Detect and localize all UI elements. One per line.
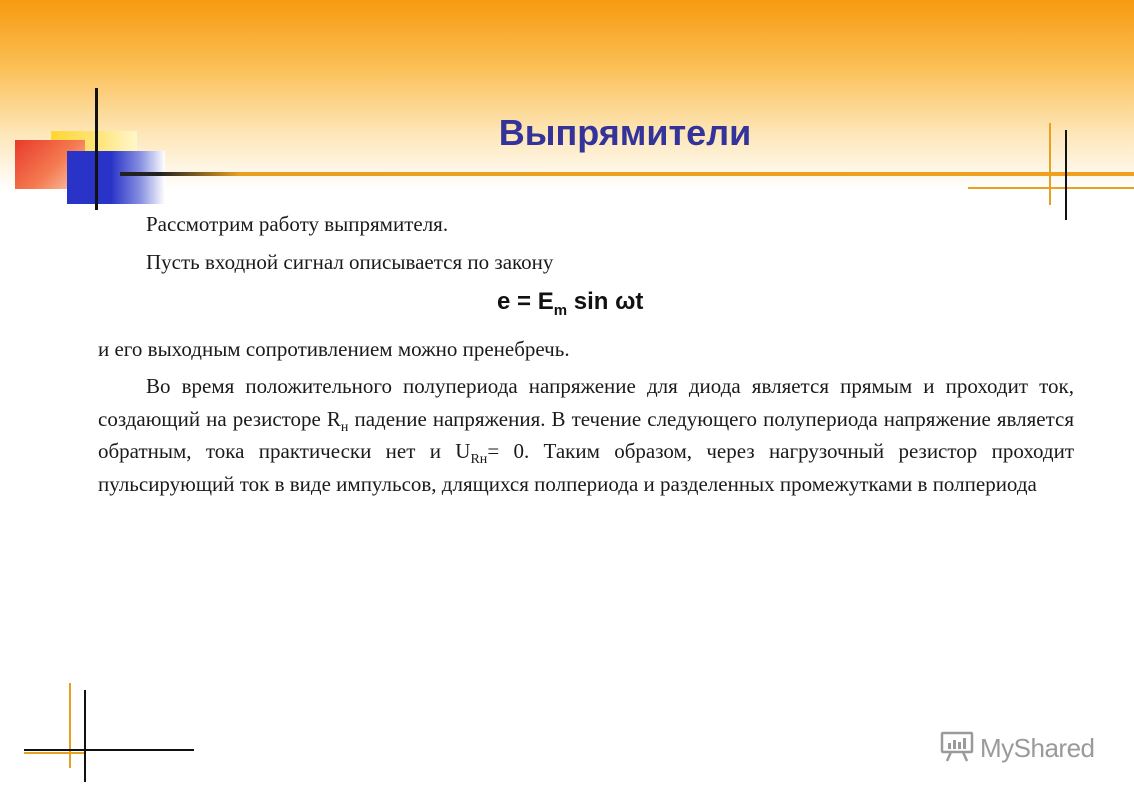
decor-vertical-line-bottom-dark: [84, 690, 86, 782]
resistor-subscript: н: [340, 419, 349, 435]
decor-vertical-line-bottom-orange: [69, 683, 71, 768]
presentation-board-icon: [940, 730, 974, 767]
decor-horizontal-line-bottom-orange: [24, 752, 84, 754]
formula-subscript: m: [553, 301, 568, 319]
resistance-note-line: и его выходным сопротивлением можно пренебречь.: [98, 337, 570, 361]
decor-blue-square: [67, 151, 165, 204]
watermark-text: MyShared: [980, 733, 1095, 763]
paragraph-part-1: Во время положительного полупериода напряжение для диода является прямым и проходит ток, создающий на резисторе R: [98, 374, 1074, 431]
signal-law-line: Пусть входной сигнал описывается по закону: [146, 250, 554, 274]
signal-formula: [497, 288, 643, 319]
decor-horizontal-line-right: [968, 187, 1134, 189]
myshared-watermark: [940, 730, 1095, 767]
title-underline: [120, 172, 1134, 176]
voltage-subscript: Rн: [470, 452, 488, 468]
header-gradient: [0, 0, 1134, 190]
decor-horizontal-line-bottom-dark: [24, 749, 194, 751]
paragraph-part-2: падение напряжения. В течение следующего полупериода напряжение является обратным, тока практически нет и U: [98, 406, 1075, 463]
intro-line: Рассмотрим работу выпрямителя.: [146, 212, 449, 236]
formula-left: e = E: [497, 288, 554, 315]
slide-title: Выпрямители: [498, 112, 752, 153]
paragraph-part-3: = 0. Таким образом, через нагрузочный резистор проходит пульсирующий ток в виде импульсов, длящихся полпериода и разделенных промежутками в полпериода: [98, 439, 1075, 496]
explanation-paragraph: [98, 370, 1074, 500]
formula-right: sin ωt: [567, 288, 644, 315]
